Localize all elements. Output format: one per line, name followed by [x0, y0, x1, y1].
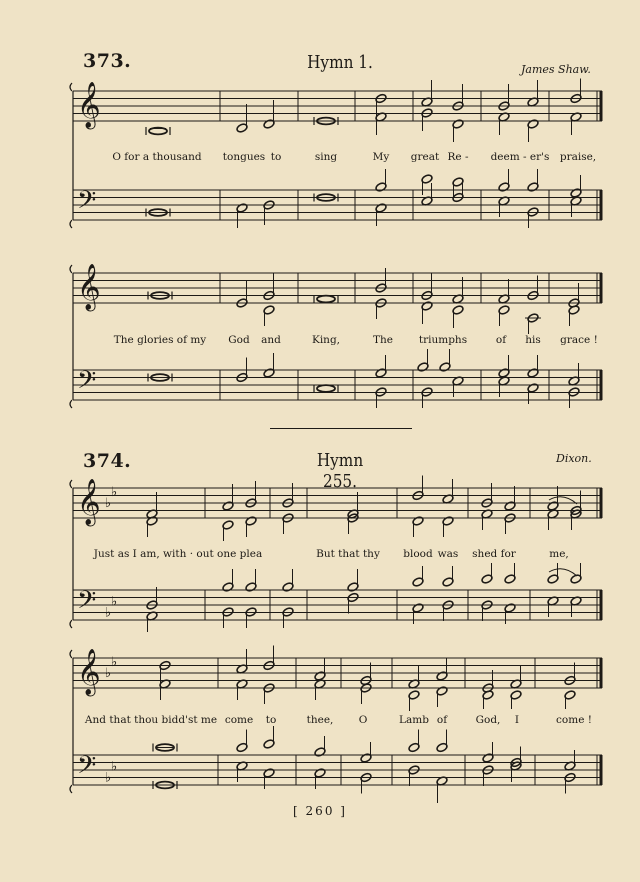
lyric-syllable: shed for — [472, 548, 516, 560]
key-flat-icon: ♭ — [111, 654, 118, 670]
final-bar-thick — [600, 755, 603, 785]
key-flat-icon: ♭ — [105, 496, 112, 511]
lyric-syllable: And that thou bidd'st me — [84, 714, 218, 726]
lyric-syllable: God, — [475, 714, 501, 726]
final-bar-thick — [600, 91, 603, 121]
hymn-title: Hymn 255. — [316, 450, 364, 492]
lyric-syllable: triumphs — [418, 334, 468, 346]
lyric-syllable: deem - er's — [490, 151, 550, 163]
lyric-syllable: God — [228, 334, 250, 346]
bass-clef-icon: 𝄢 — [77, 366, 97, 401]
lyric-syllable: The glories of my — [113, 334, 207, 346]
lyric-syllable: his — [525, 334, 541, 346]
lyric-syllable: great — [410, 151, 440, 163]
treble-clef-icon: 𝄞 — [77, 649, 101, 695]
lyric-syllable: to — [270, 151, 282, 163]
lyric-syllable: of — [436, 714, 448, 726]
lyric-syllable: praise, — [559, 151, 597, 163]
lyric-syllable: Just as I am, with · out one plea — [93, 548, 263, 560]
lyric-syllable: O — [358, 714, 368, 726]
lyric-syllable: and — [261, 334, 281, 346]
final-bar-thick — [600, 658, 603, 688]
breve-note-head — [317, 296, 335, 303]
system-bracket — [70, 265, 72, 408]
lyric-syllable: come — [224, 714, 254, 726]
key-flat-icon: ♭ — [111, 594, 118, 610]
bass-clef-icon: 𝄢 — [77, 751, 97, 786]
lyric-syllable: Re - — [447, 151, 469, 163]
final-bar-thick — [600, 190, 603, 220]
system-bracket — [70, 480, 72, 628]
lyric-syllable: thee, — [306, 714, 334, 726]
system-bracket — [70, 83, 72, 228]
lyric-syllable: tongues — [222, 151, 266, 163]
treble-clef-icon: 𝄞 — [77, 82, 101, 128]
system-bracket — [70, 650, 72, 793]
composer-name: Dixon. — [556, 452, 592, 465]
lyric-syllable: was — [437, 548, 459, 560]
lyric-syllable: The — [373, 334, 393, 346]
lyric-syllable: grace ! — [560, 334, 598, 346]
lyric-syllable: O for a thousand — [112, 151, 202, 163]
key-flat-icon: ♭ — [105, 770, 112, 786]
lyric-syllable: But that thy — [316, 548, 380, 560]
treble-clef-icon: 𝄞 — [77, 264, 101, 310]
lyric-syllable: of — [495, 334, 507, 346]
lyric-syllable: come ! — [556, 714, 592, 726]
lyric-syllable: King, — [311, 334, 341, 346]
bass-clef-icon: 𝄢 — [77, 586, 97, 621]
treble-clef-icon: 𝄞 — [77, 479, 101, 525]
hymn-number: 373. — [83, 50, 132, 72]
key-flat-icon: ♭ — [105, 605, 112, 621]
key-flat-icon: ♭ — [105, 666, 112, 681]
lyric-syllable: me, — [549, 548, 569, 560]
breve-note-head — [317, 385, 335, 392]
page-number: [ 260 ] — [293, 804, 347, 818]
final-bar-thick — [600, 370, 603, 400]
hymn-number: 374. — [83, 450, 132, 472]
lyric-syllable: Lamb — [399, 714, 429, 726]
key-flat-icon: ♭ — [111, 759, 118, 775]
bass-clef-icon: 𝄢 — [77, 186, 97, 221]
lyric-syllable: to — [265, 714, 277, 726]
lyric-syllable: sing — [314, 151, 338, 163]
lyric-syllable: My — [372, 151, 390, 163]
lyric-syllable: blood — [403, 548, 433, 560]
final-bar-thick — [600, 590, 603, 620]
composer-name: James Shaw. — [521, 63, 591, 76]
final-bar-thick — [600, 273, 603, 303]
key-flat-icon: ♭ — [111, 484, 118, 500]
hymn-title: Hymn 1. — [307, 52, 373, 73]
lyric-syllable: I — [514, 714, 520, 726]
final-bar-thick — [600, 488, 603, 518]
